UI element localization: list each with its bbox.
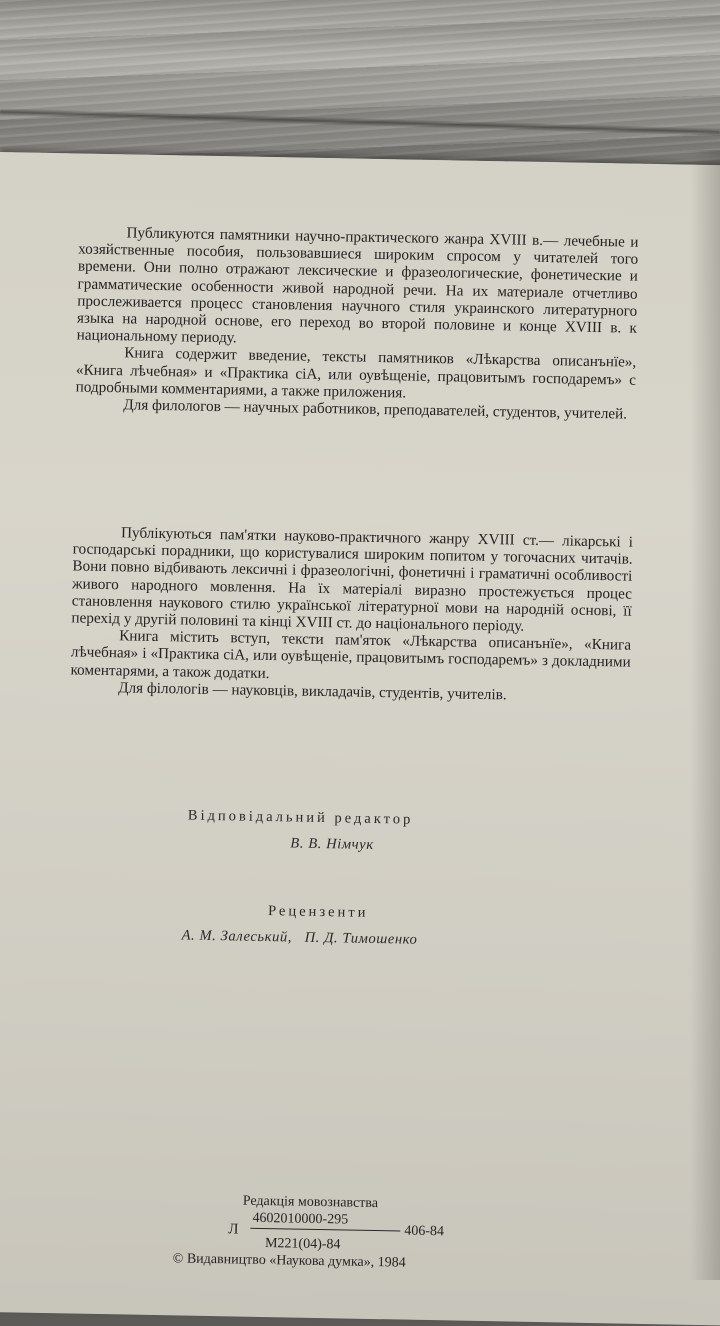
ukrainian-paragraph: Для філологів — науковців, викладачів, студентів, учителів. [118, 679, 507, 704]
russian-paragraph: Публикуются памятники научно-практического жанра XVIII в.— лечебные и хозяйственные пособия, пользовавшиеся широким спросом у читателей того времени. Они полно отражают лексические и фразеологические, фонетические и грамматические особенности живой народной речи. На их материале отчетливо прослеживается процесс становления научного стиля украинского литературного языка на народной основе, его переход во второй половине и конце XVIII в. к национальному периоду. [76, 224, 639, 347]
ukrainian-paragraph: Книга містить вступ, тексти пам'яток «Лѣкарства описанънїе», «Книга лѣчебная» і «Практика сiA, или оувѣщенiе, працовитымъ господаремъ» з докладними коментарями, а також додатки. [70, 627, 632, 682]
russian-annotation [75, 223, 638, 422]
russian-paragraph: Для филологов — научных работников, преподавателей, студентов, учителей. [123, 396, 628, 423]
catalog-code-right: 406-84 [404, 1223, 445, 1240]
reviewers-names: А. М. Залеський, П. Д. Тимошенко [181, 927, 418, 948]
redaction-label: Редакція мовознавства [242, 1193, 379, 1212]
editor-name: В. В. Німчук [290, 835, 374, 853]
catalog-code-bottom: М221(04)-84 [264, 1236, 341, 1253]
ukrainian-paragraph: Публікуються пам'ятки науково-практичного жанру XVIII ст.— лікарські і господарські порадники, що користувалися широким попитом у тогочасних читачів. Вони повно відбивають лексичні і фразеологічні, фонетичні і граматичні особливості живого народного мовлення. На їх матеріалі виразно простежується процес становлення наукового стилю української літературної мови на народній основі, її перехід у другій половині та кінці XVIII ст. до національного періоду. [71, 524, 634, 635]
copyright-line: © Видавництво «Наукова думка», 1984 [172, 1251, 406, 1271]
page-edge-shadow [690, 150, 720, 1280]
ukrainian-annotation [70, 523, 633, 705]
fraction-line [250, 1228, 400, 1232]
book-page [0, 152, 720, 1326]
reviewers-label: Рецензенти [267, 903, 369, 921]
catalog-letter: Л [228, 1221, 239, 1238]
catalog-code-top: 4602010000-295 [252, 1210, 349, 1228]
russian-paragraph: Книга содержит введение, тексты памятников «Лѣкарства описанънїе», «Книга лѣчебная» и «Практика сiA, или оувѣщенiе, працовитымъ господаремъ» с подробными комментариями, а также приложения. [75, 344, 637, 402]
editor-label: Відповідальний редактор [187, 807, 414, 828]
